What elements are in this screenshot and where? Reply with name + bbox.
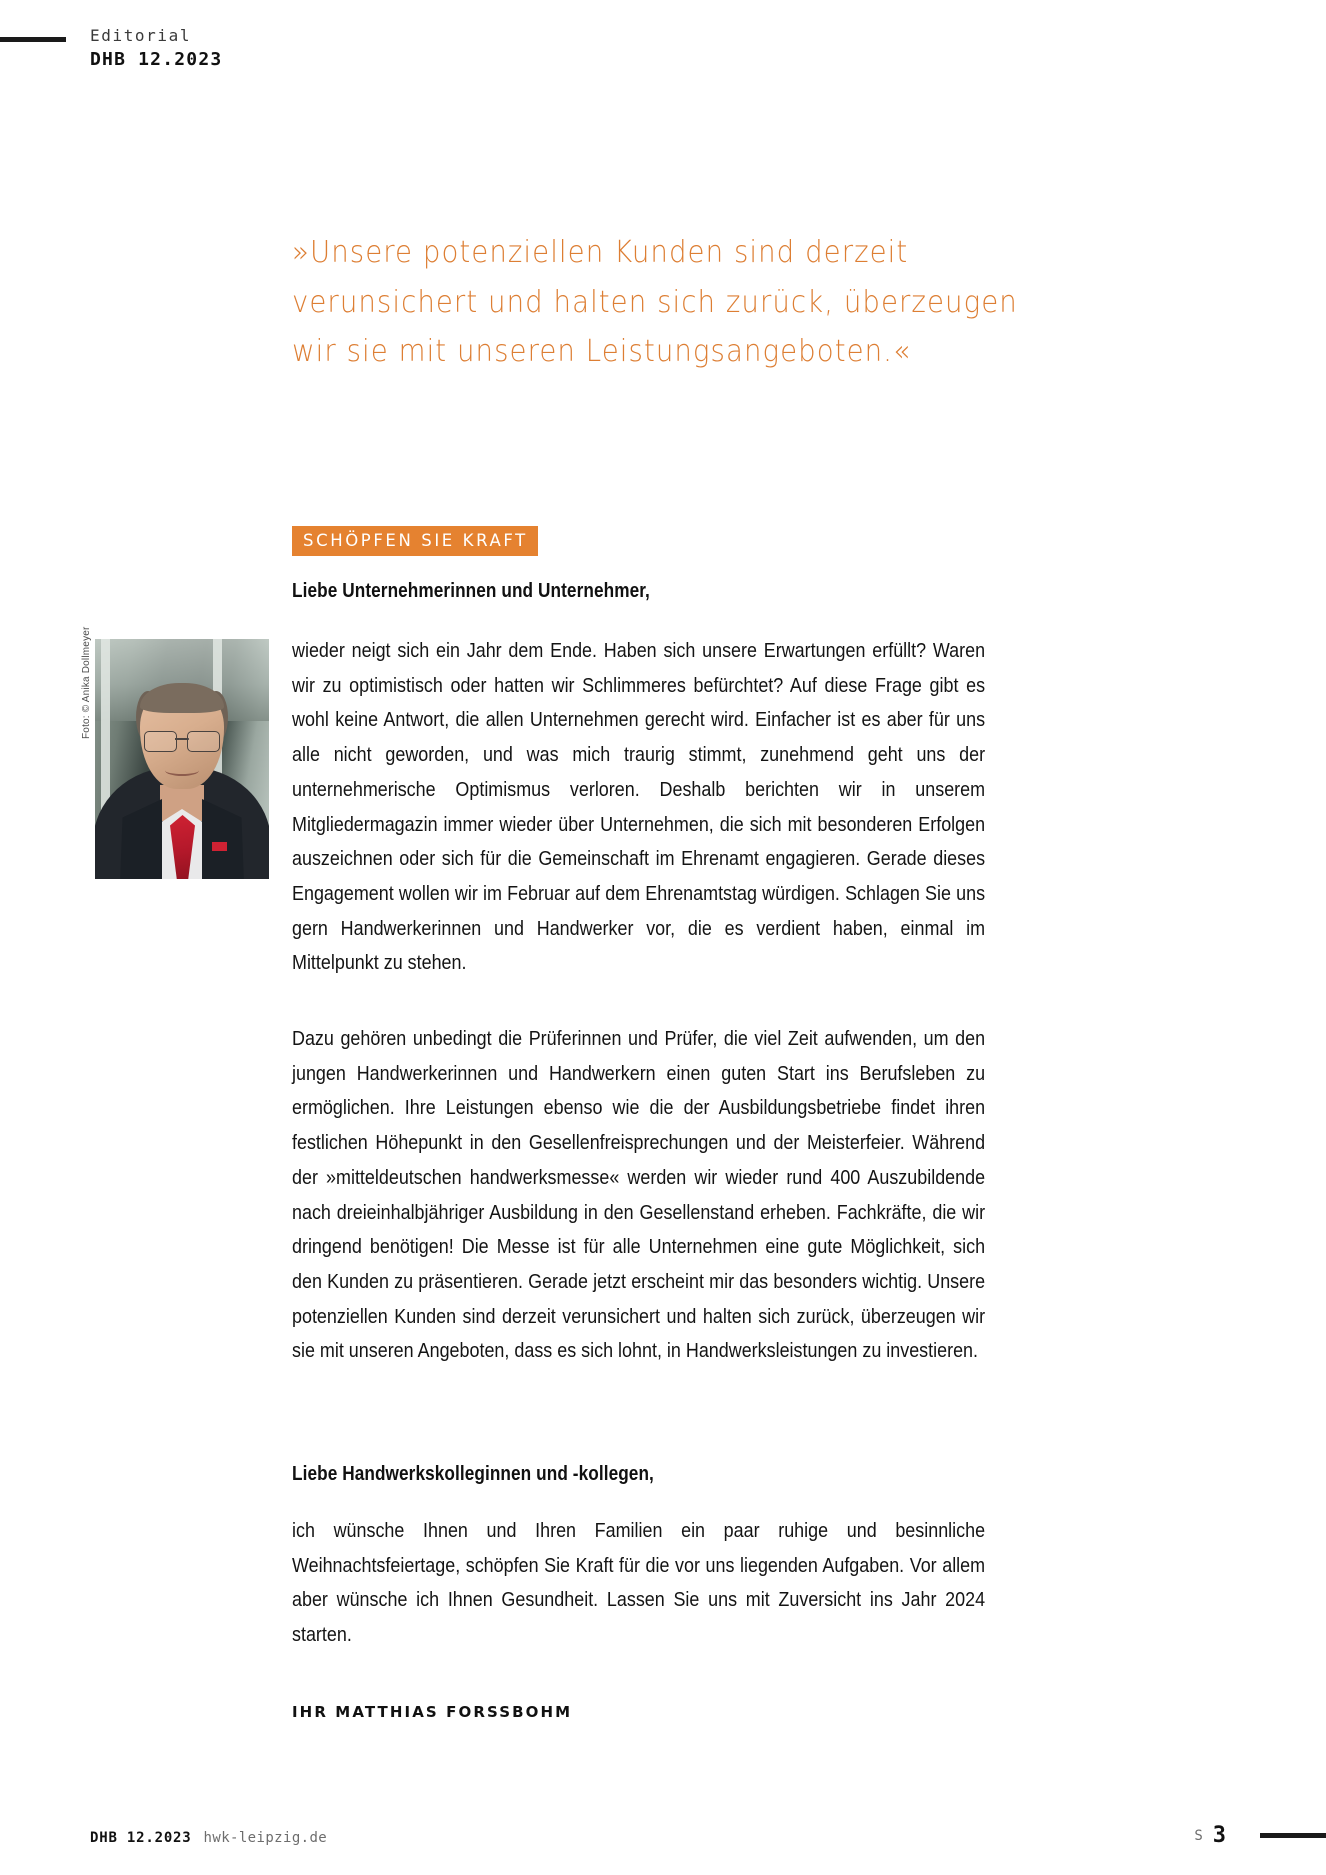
pull-quote: »Unsere potenziellen Kunden sind derzeit verunsichert und halten sich zurück, überzeugen wir sie mit unseren Leistungsangeboten.« xyxy=(292,235,1018,369)
portrait-lapel-pin xyxy=(212,842,227,851)
paragraph-3: ich wünsche Ihnen und Ihren Familien ein paar ruhige und besinnliche Weihnachtsfeiertage, schöpfen Sie Kraft für die vor uns liegenden Aufgaben. Vor allem aber wünsche ich Ihnen Gesundheit. Lassen Sie uns mit Zuversicht ins Jahr 2024 starten. xyxy=(292,1519,986,1647)
header-issue: DHB 12.2023 xyxy=(90,49,223,70)
paragraph-1: wieder neigt sich ein Jahr dem Ende. Haben sich unsere Erwartungen erfüllt? Waren wir zu optimistisch oder hatten wir Schlimmeres befürchtet? Auf diese Frage gibt es wohl keine Antwort, die allen Unternehmen gerecht wird. Einfacher ist es aber für uns alle nicht geworden, und was mich traurig stimmt, zunehmend geht uns der unternehmerische Optimismus verloren. Deshalb berichten wir in unserem Mitgliedermagazin immer wieder über Unternehmen, die sich mit besonderen Erfolgen auszeichnen oder sich für die Gemeinschaft im Ehrenamt engagieren. Gerade dieses Engagement wollen wir im Februar auf dem Ehrenamtstag würdigen. Schlagen Sie uns gern Handwerkerinnen und Handwerker vor, die es verdient haben, einmal im Mittelpunkt zu stehen. xyxy=(292,639,986,975)
footer-page-prefix: S xyxy=(1194,1827,1203,1844)
footer-issue: DHB 12.2023 xyxy=(90,1830,192,1846)
section-badge: SCHÖPFEN SIE KRAFT xyxy=(292,526,538,556)
signature-line: IHR MATTHIAS FORSSBOHM xyxy=(292,1703,573,1721)
footer-left xyxy=(90,1830,327,1846)
footer-rule-decoration xyxy=(1260,1833,1326,1838)
salutation-secondary: Liebe Handwerkskolleginnen und -kollegen, xyxy=(292,1463,654,1485)
portrait-image xyxy=(95,639,269,879)
salutation-primary: Liebe Unternehmerinnen und Unternehmer, xyxy=(292,580,650,602)
footer-right xyxy=(1194,1823,1326,1848)
portrait-glasses-icon xyxy=(144,731,220,751)
glasses-lens-right xyxy=(187,731,220,752)
glasses-lens-left xyxy=(144,731,177,752)
body-column-first xyxy=(292,634,985,981)
paragraph-2: Dazu gehören unbedingt die Prüferinnen und Prüfer, die viel Zeit aufwenden, um den jungen Handwerkerinnen und Handwerkern einen guten Start ins Berufsleben zu ermöglichen. Ihre Leistungen ebenso wie die der Ausbildungsbetriebe findet ihren festlichen Höhepunkt in den Gesellenfreisprechungen und der Meisterfeier. Während der »mitteldeutschen handwerksmesse« werden wir wieder rund 400 Auszubildende nach dreieinhalbjähriger Ausbildung in den Gesellenstand erheben. Fachkräfte, die wir dringend benötigen! Die Messe ist für alle Unternehmen eine gute Möglichkeit, sich den Kunden zu präsentieren. Gerade jetzt erscheint mir das besonders wichtig. Unsere potenziellen Kunden sind derzeit verunsichert und halten sich zurück, überzeugen wir sie mit unseren Angeboten, dass es sich lohnt, in Handwerksleistungen zu investieren. xyxy=(292,1027,986,1363)
body-column-second xyxy=(292,1022,985,1369)
header-kicker: Editorial xyxy=(90,26,192,45)
photo-credit: Foto: © Anika Dollmeyer xyxy=(81,626,92,739)
body-column-third xyxy=(292,1514,985,1653)
footer-url[interactable]: hwk-leipzig.de xyxy=(203,1830,328,1846)
portrait-smile xyxy=(165,765,199,776)
footer-page-number: 3 xyxy=(1212,1823,1226,1848)
header-block xyxy=(90,25,510,73)
header-rule-decoration xyxy=(0,37,66,42)
portrait-figure xyxy=(81,626,269,879)
